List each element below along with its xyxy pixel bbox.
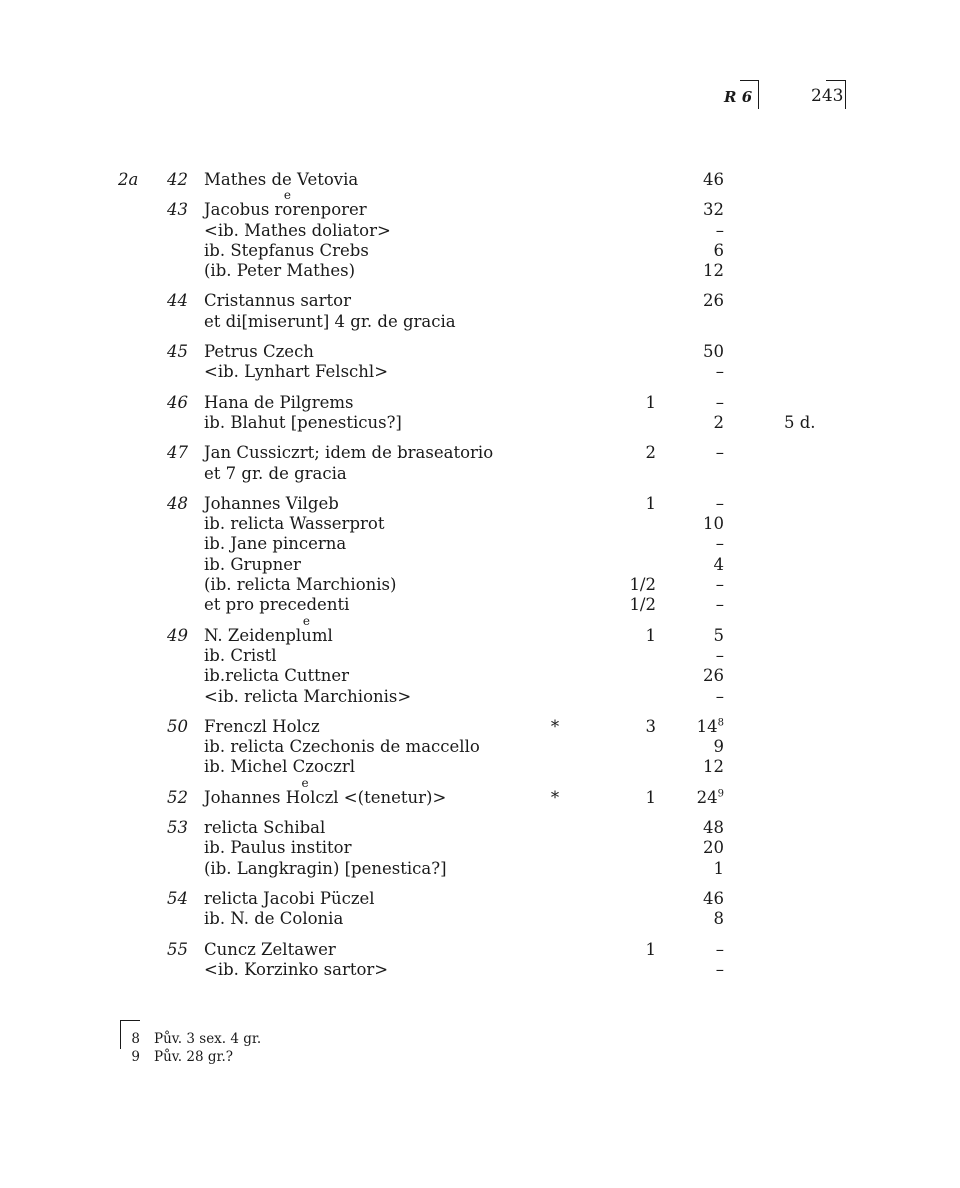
amount-column-1: 1/2 — [629, 575, 656, 595]
entry-number: 47 — [167, 443, 188, 463]
ledger-line — [0, 443, 960, 463]
entry-number: 42 — [167, 170, 188, 189]
amount-value: – — [715, 645, 724, 665]
amount-value: 26 — [703, 666, 724, 686]
entry-text: Jan Cussiczrt; idem de braseatorio — [204, 443, 494, 463]
ledger-entry — [0, 443, 960, 484]
entry-text: et di[miserunt] 4 gr. de gracia — [204, 311, 456, 331]
amount-column-2 — [680, 788, 724, 808]
entry-text: relicta Jacobi Püczel — [204, 888, 375, 908]
amount-column-2 — [680, 291, 724, 311]
ledger-line — [0, 494, 960, 514]
entry-number: 50 — [167, 716, 188, 736]
amount-column-2 — [680, 859, 724, 879]
ledger-line — [0, 595, 960, 615]
entry-number: 46 — [167, 392, 188, 412]
amount-column-1: 1 — [645, 493, 656, 513]
entry-text: relicta Schibal — [204, 818, 326, 838]
asterisk-mark: * — [550, 787, 560, 807]
footnote-text: Pův. 3 sex. 4 gr. — [154, 1031, 262, 1047]
ledger-line — [0, 464, 960, 484]
amount-column-2 — [680, 940, 724, 960]
ledger-line — [0, 200, 960, 220]
entry-text — [204, 626, 333, 646]
amount-value: 2 — [713, 412, 724, 432]
amount-value: – — [715, 939, 724, 959]
amount-value: 14 — [696, 716, 718, 736]
entry-text: <ib. Mathes doliator> — [204, 220, 391, 240]
ledger-line — [0, 737, 960, 757]
ledger-entry — [0, 818, 960, 879]
entry-text: et pro precedenti — [204, 595, 350, 615]
amount-value: – — [715, 686, 724, 706]
ledger-line — [0, 626, 960, 646]
entry-number: 48 — [167, 493, 188, 513]
entry-text: Petrus Czech — [204, 342, 314, 362]
amount-column-2 — [680, 534, 724, 554]
ledger-line — [0, 312, 960, 332]
entry-text: ib. Paulus institor — [204, 838, 352, 858]
amount-value: 24 — [696, 787, 718, 807]
asterisk-mark: * — [550, 716, 560, 736]
ledger-line — [0, 838, 960, 858]
entry-number: 55 — [167, 939, 188, 959]
amount-column-2 — [680, 241, 724, 261]
ledger-line — [0, 818, 960, 838]
amount-column-2 — [680, 261, 724, 281]
ledger-line — [0, 362, 960, 382]
superscript-e-letter: e o — [282, 200, 292, 219]
ledger-entry — [0, 291, 960, 332]
ledger-line — [0, 261, 960, 281]
entry-text: ib. Grupner — [204, 554, 301, 574]
ledger-line — [0, 687, 960, 707]
ledger-entry — [0, 393, 960, 434]
folio-label: 2a — [118, 170, 139, 189]
entry-text: ib. Jane pincerna — [204, 534, 347, 554]
ledger-line — [0, 909, 960, 929]
entry-number: 45 — [167, 342, 188, 362]
ledger-entry — [0, 170, 960, 190]
entry-text: Johannes Vilgeb — [204, 493, 339, 513]
amount-value: 50 — [703, 342, 724, 362]
ledger-line — [0, 646, 960, 666]
ledger-line — [0, 291, 960, 311]
ledger-line — [0, 575, 960, 595]
amount-column-2 — [680, 514, 724, 534]
amount-column-2 — [680, 909, 724, 929]
entry-text: ib. Michel Czoczrl — [204, 757, 356, 777]
superscript-e-letter: e u — [301, 626, 312, 645]
amount-value: – — [715, 534, 724, 554]
ledger-line — [0, 859, 960, 879]
amount-value: 5 — [713, 625, 724, 645]
amount-column-1: 1 — [645, 392, 656, 412]
amount-column-1: 1 — [645, 787, 656, 807]
entry-text: et 7 gr. de gracia — [204, 463, 347, 483]
superscript-e-letter: e o — [300, 788, 310, 807]
amount-column-2 — [680, 666, 724, 686]
amount-value: 9 — [713, 737, 724, 757]
amount-column-2 — [680, 818, 724, 838]
amount-value: – — [715, 493, 724, 513]
ledger-entry — [0, 342, 960, 383]
amount-value: 20 — [703, 838, 724, 858]
entry-text-part: N. Zeidenpl — [204, 625, 302, 645]
ledger-line — [0, 170, 960, 190]
ledger-line — [0, 940, 960, 960]
amount-column-2 — [680, 960, 724, 980]
amount-column-2 — [680, 342, 724, 362]
amount-value: 26 — [703, 291, 724, 311]
amount-column-1: 3 — [645, 716, 656, 736]
amount-value: 4 — [713, 554, 724, 574]
amount-value: – — [715, 959, 724, 979]
ledger-line — [0, 788, 960, 808]
entry-text: ib. Blahut [penesticus?] — [204, 412, 402, 432]
footnote-number: 9 — [131, 1049, 140, 1065]
amount-column-1: 2 — [645, 443, 656, 463]
ledger-entry — [0, 494, 960, 616]
ledger-line — [0, 221, 960, 241]
ledger-line — [0, 757, 960, 777]
ledger-line — [0, 413, 960, 433]
entry-text: (ib. Langkragin) [penestica?] — [204, 858, 447, 878]
ledger-line — [0, 393, 960, 413]
entry-text-part: lczl <(tenetur)> — [310, 787, 447, 807]
amount-column-2 — [680, 717, 724, 737]
amount-column-2 — [680, 838, 724, 858]
ledger-line — [0, 889, 960, 909]
footnote-reference: 9 — [717, 788, 724, 800]
ledger-table — [0, 170, 960, 990]
entry-text — [204, 788, 446, 808]
amount-column-3: 5 d. — [784, 412, 816, 432]
footnote-text: Pův. 28 gr.? — [154, 1049, 233, 1065]
page-number-corner-mark — [826, 80, 846, 109]
entry-text: Frenczl Holcz — [204, 716, 320, 736]
ledger-line — [0, 960, 960, 980]
amount-column-2 — [680, 737, 724, 757]
entry-text: ib. N. de Colonia — [204, 909, 344, 929]
entry-text: Cristannus sartor — [204, 291, 351, 311]
amount-column-2 — [680, 362, 724, 382]
entry-number: 54 — [167, 888, 188, 908]
entry-text: ib. Stepfanus Crebs — [204, 240, 369, 260]
entry-text: ib.relicta Cuttner — [204, 666, 350, 686]
running-head-section: R 6 — [724, 88, 753, 106]
entry-text-part: Johannes H — [204, 787, 301, 807]
amount-column-1: 1/2 — [629, 595, 656, 615]
entry-text: (ib. relicta Marchionis) — [204, 575, 397, 595]
ledger-line — [0, 534, 960, 554]
amount-column-2 — [680, 494, 724, 514]
amount-column-2 — [680, 200, 724, 220]
entry-text-part: renporer — [292, 200, 367, 220]
amount-value: 32 — [703, 200, 724, 220]
amount-value: 12 — [703, 261, 724, 281]
amount-column-2 — [680, 221, 724, 241]
amount-value: 48 — [703, 818, 724, 838]
footnote-reference: 8 — [717, 717, 724, 729]
entry-number: 52 — [167, 787, 188, 807]
entry-text: <ib. Korzinko sartor> — [204, 959, 389, 979]
amount-value: 46 — [703, 170, 724, 189]
amount-column-2 — [680, 555, 724, 575]
ledger-entry — [0, 889, 960, 930]
entry-text: ib. Cristl — [204, 645, 277, 665]
ledger-entry — [0, 788, 960, 808]
ledger-line — [0, 342, 960, 362]
amount-column-2 — [680, 626, 724, 646]
ledger-entry — [0, 717, 960, 778]
entry-text: ib. relicta Czechonis de maccello — [204, 737, 480, 757]
amount-column-2 — [680, 687, 724, 707]
ledger-entry — [0, 940, 960, 981]
entry-text: <ib. Lynhart Felschl> — [204, 362, 389, 382]
amount-value: 12 — [703, 757, 724, 777]
amount-value: – — [715, 220, 724, 240]
amount-column-1: 1 — [645, 625, 656, 645]
entry-text: Mathes de Vetovia — [204, 170, 359, 189]
amount-value: 46 — [703, 888, 724, 908]
entry-text: Hana de Pilgrems — [204, 392, 354, 412]
running-head-section-corner-mark — [740, 80, 759, 109]
amount-column-1: 1 — [645, 939, 656, 959]
amount-value: – — [715, 575, 724, 595]
amount-column-2 — [680, 575, 724, 595]
ledger-line — [0, 514, 960, 534]
entry-text: <ib. relicta Marchionis> — [204, 686, 412, 706]
ledger-line — [0, 241, 960, 261]
entry-number: 44 — [167, 291, 188, 311]
page-number: 243 — [811, 86, 844, 106]
amount-column-2 — [680, 889, 724, 909]
amount-column-2 — [680, 413, 724, 433]
amount-column-2 — [680, 443, 724, 463]
ledger-line — [0, 555, 960, 575]
entry-number: 49 — [167, 625, 188, 645]
amount-value: – — [715, 595, 724, 615]
amount-column-2 — [680, 393, 724, 413]
amount-column-2 — [680, 170, 724, 190]
amount-value: – — [715, 362, 724, 382]
entry-text-part: ml — [311, 625, 333, 645]
ledger-entry — [0, 200, 960, 281]
footnote-number: 8 — [131, 1031, 140, 1047]
amount-value: – — [715, 392, 724, 412]
amount-column-2 — [680, 757, 724, 777]
amount-value: 1 — [713, 858, 724, 878]
ledger-entry — [0, 626, 960, 707]
entry-text: ib. relicta Wasserprot — [204, 514, 385, 534]
ledger-line — [0, 717, 960, 737]
ledger-line — [0, 666, 960, 686]
amount-column-2 — [680, 646, 724, 666]
amount-value: 8 — [713, 909, 724, 929]
entry-number: 53 — [167, 818, 188, 838]
amount-value: – — [715, 443, 724, 463]
amount-value: 6 — [713, 240, 724, 260]
entry-text: (ib. Peter Mathes) — [204, 261, 356, 281]
entry-text: Cuncz Zeltawer — [204, 939, 336, 959]
entry-text — [204, 200, 367, 220]
entry-text-part: Jacobus r — [204, 200, 283, 220]
amount-column-2 — [680, 595, 724, 615]
amount-value: 10 — [703, 514, 724, 534]
entry-number: 43 — [167, 200, 188, 220]
